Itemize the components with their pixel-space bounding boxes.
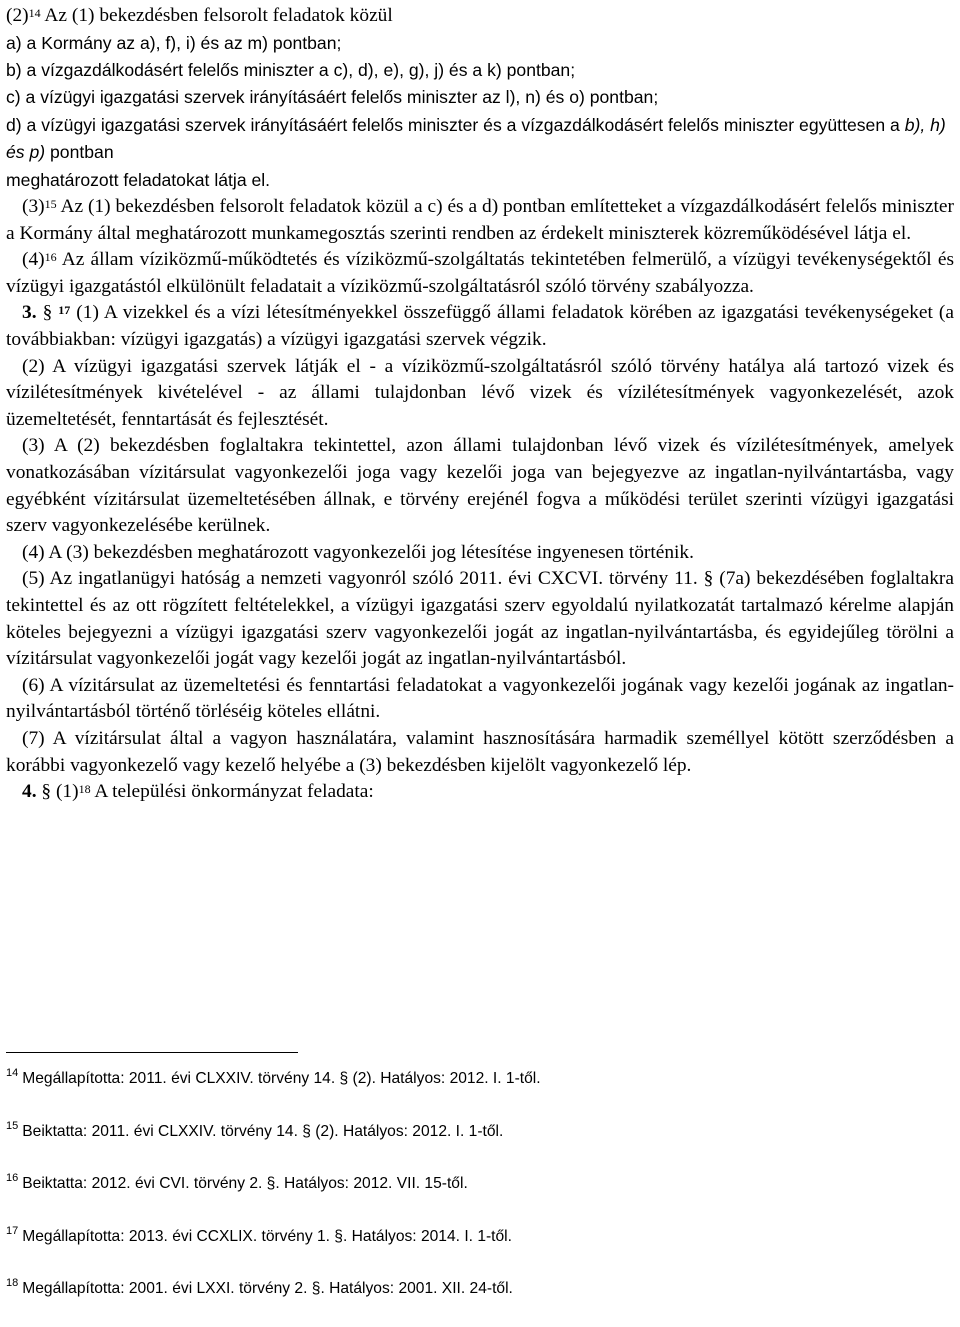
paragraph-text: A települési önkormányzat feladata: xyxy=(90,781,374,803)
list-item-text: a) a Kormány az a), f), i) és az m) pontban; xyxy=(6,32,342,53)
paragraph-text: (3) A (2) bekezdésben foglaltakra tekintettel, azon állami tulajdonban lévő vizek és vízilétesítmények, amelyek vonatkozásában vízitársulat vagyonkezelői joga vagy kezelői joga van bejegyezve az ingatlan-nyilvántartásba, vagy egyébként vízitársulat üzemeltetésében állnak, e törvény erejénél fogva a működési terület szerinti vízügyi igazgatási szerv vagyonkezelésébe kerülnek. xyxy=(6,435,954,537)
section-sign: § xyxy=(41,781,52,803)
section-sign: § xyxy=(42,302,53,324)
footnote-number: 16 xyxy=(6,1172,19,1184)
section-3-paragraph-3 xyxy=(6,433,954,539)
footnote-text: Megállapította: 2001. évi LXXI. törvény 2. §. Hatályos: 2001. XII. 24-től. xyxy=(22,1280,513,1297)
list-item-text: d) a vízügyi igazgatási szervek irányításáért felelős miniszter és a vízgazdálkodásért felelős miniszter együttesen a xyxy=(6,114,905,135)
list-item-text: c) a vízügyi igazgatási szervek irányításáért felelős miniszter az l), n) és o) pontban; xyxy=(6,87,659,108)
section-3-paragraph-4 xyxy=(6,540,954,567)
document-page xyxy=(6,0,954,806)
paragraph-text: (2) A vízügyi igazgatási szervek látják el - a víziközmű-szolgáltatásról szóló törvény hatálya alá tartozó vizek és vízilétesítmények kivételével - az állami tulajdonban lévő vizek és vízilétesítmények vagyonkezelését, azok üzemeltetését, fenntartását és fejlesztését. xyxy=(6,355,954,430)
section-number: 4. xyxy=(22,781,37,803)
footnote-18 xyxy=(6,1274,906,1327)
list-closing-text xyxy=(6,167,954,194)
section-4-paragraph-1 xyxy=(6,779,954,806)
section-3-paragraph-5 xyxy=(6,566,954,672)
footnote-ref-18[interactable]: 18 xyxy=(78,782,91,797)
footnote-text: Beiktatta: 2011. évi CLXXIV. törvény 14. § (2). Hatályos: 2012. I. 1-től. xyxy=(22,1122,504,1140)
footnote-15 xyxy=(6,1117,906,1170)
footnote-number: 17 xyxy=(6,1224,19,1237)
footnote-number: 15 xyxy=(6,1119,19,1132)
footnote-text: Megállapította: 2011. évi CLXXIV. törvény 14. § (2). Hatályos: 2012. I. 1-től. xyxy=(22,1070,541,1087)
footnote-separator xyxy=(6,1052,298,1053)
list-item-d xyxy=(6,112,954,167)
list-item-a xyxy=(6,30,954,57)
paragraph-text: Az (1) bekezdésben felsorolt feladatok közül xyxy=(40,5,393,26)
list-item-text: b) a vízgazdálkodásért felelős miniszter a c), d), e), g), j) és a k) pontban; xyxy=(6,60,576,80)
paragraph-text: (6) A vízitársulat az üzemeltetési és fenntartási feladatokat a vagyonkezelői jogának vagy kezelői jogának az ingatlan-nyilvántartásból történő törléséig köteles ellátni. xyxy=(6,674,954,723)
paragraph-text: (7) A vízitársulat által a vagyon használatára, valamint hasznosítására harmadik személlyel kötött szerződésben a korábbi vagyonkezelő vagy kezelő helyébe a (3) bekezdésben kijelölt vagyonkezelő lép. xyxy=(6,727,954,776)
footnote-text: Beiktatta: 2012. évi CVI. törvény 2. §. Hatályos: 2012. VII. 15-től. xyxy=(22,1175,468,1192)
footnote-16 xyxy=(6,1169,906,1222)
list-closing: meghatározott feladatokat látja el. xyxy=(6,169,271,190)
paragraph-2 xyxy=(6,3,954,30)
footnotes xyxy=(6,1064,906,1327)
footnote-ref-17[interactable]: 17 xyxy=(58,303,71,318)
footnote-14 xyxy=(6,1064,906,1117)
list-item-italic-text: b), h) és p) xyxy=(6,114,946,163)
list-item-c xyxy=(6,84,954,111)
footnote-17 xyxy=(6,1222,906,1275)
paragraph-text: Az (1) bekezdésben felsorolt feladatok közül a c) és a d) pontban említetteket a vízgazdálkodásért felelős miniszter a Kormány által meghatározott munkamegosztás szerinti rendben az érdekelt miniszterek közreműködésével látja el. xyxy=(6,196,954,244)
paragraph-text: (1) A vizekkel és a vízi létesítményekkel összefüggő állami feladatok körében az igazgatási tevékenységeket (a továbbiakban: vízügyi igazgatás) a vízügyi igazgatási szervek végzik. xyxy=(6,302,954,350)
paragraph-number: (1) xyxy=(51,781,79,803)
footnote-number: 18 xyxy=(6,1277,19,1289)
footnote-ref-15[interactable]: 15 xyxy=(44,197,57,212)
paragraph-4 xyxy=(6,247,954,300)
section-number: 3. xyxy=(22,302,37,324)
section-3-paragraph-2 xyxy=(6,354,954,434)
paragraph-text: (5) Az ingatlanügyi hatóság a nemzeti vagyonról szóló 2011. évi CXCVI. törvény 11. § (7a) bekezdésében foglaltakra tekintettel és az ott rögzített feltételekkel, a vízügyi igazgatási szerv egyoldalú nyilatkozatát tartalmazó kérelme alapján köteles bejegyezni a vízügyi igazgatási szerv vagyonkezelői jogát az ingatlan-nyilvántartásba, és egyidejűleg törölni a vízitársulat vagyonkezelői jogát vagy kezelői jogát az ingatlan-nyilvántartásból. xyxy=(6,568,954,670)
list-item-b xyxy=(6,57,954,84)
paragraph-3 xyxy=(6,194,954,247)
paragraph-number: (4) xyxy=(22,249,45,271)
paragraph-text: (4) A (3) bekezdésben meghatározott vagyonkezelői jog létesítése ingyenesen történik. xyxy=(22,541,694,563)
paragraph-text: Az állam víziközmű-működtetés és víziközmű-szolgáltatás tekintetében felmerülő, a vízügyi tevékenységektől és vízügyi igazgatástól elkülönült feladatait a víziközmű-szolgáltatásról szóló törvény szabályozza. xyxy=(6,249,954,297)
footnote-ref-14[interactable]: 14 xyxy=(28,6,41,20)
section-3-paragraph-1 xyxy=(6,300,954,353)
document-body xyxy=(6,0,954,806)
list-item-text: pontban xyxy=(45,142,114,163)
footnote-number: 14 xyxy=(6,1067,19,1079)
section-3-paragraph-7 xyxy=(6,726,954,779)
section-3-paragraph-6 xyxy=(6,673,954,726)
footnote-ref-16[interactable]: 16 xyxy=(44,250,57,265)
paragraph-number: (2) xyxy=(6,5,29,26)
paragraph-number: (3) xyxy=(22,196,45,218)
footnote-text: Megállapította: 2013. évi CCXLIX. törvény 1. §. Hatályos: 2014. I. 1-től. xyxy=(22,1227,512,1245)
